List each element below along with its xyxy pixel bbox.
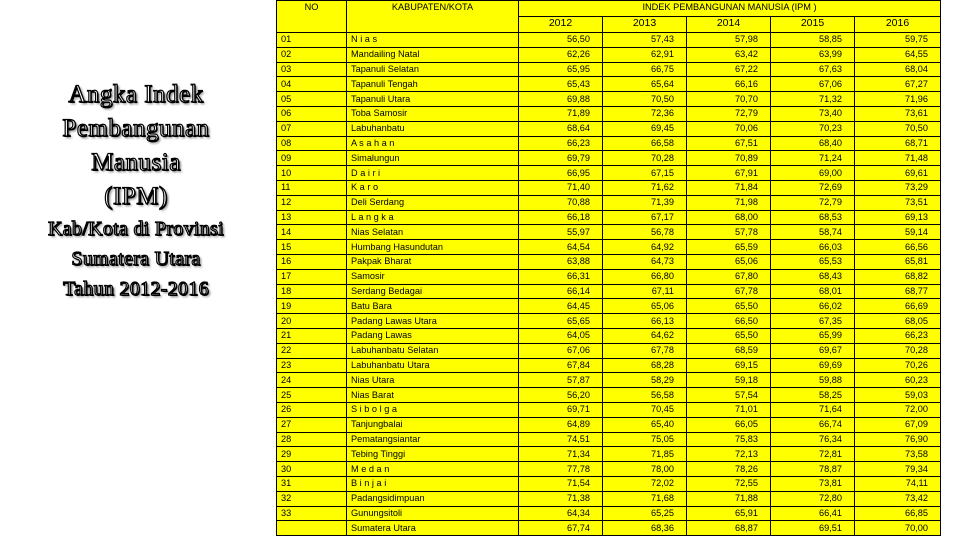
ipm-value: 65,91 [687,506,771,521]
row-number: 03 [277,62,347,77]
ipm-table [276,0,941,536]
row-number: 10 [277,166,347,181]
row-number: 07 [277,121,347,136]
region-name: Mandailing Natal [347,47,519,62]
table-row [277,106,941,121]
table-row [277,180,941,195]
ipm-value: 68,43 [771,269,855,284]
region-name: Tapanuli Tengah [347,77,519,92]
ipm-value: 58,25 [771,388,855,403]
table-row [277,373,941,388]
row-number: 27 [277,417,347,432]
ipm-value: 66,23 [855,328,941,343]
row-number: 11 [277,180,347,195]
ipm-value: 55,97 [519,225,603,240]
ipm-value: 64,89 [519,417,603,432]
row-number: 29 [277,447,347,462]
ipm-value: 63,88 [519,254,603,269]
header-year: 2013 [603,17,687,33]
ipm-value: 57,98 [687,33,771,48]
ipm-value: 69,45 [603,121,687,136]
ipm-value: 65,06 [687,254,771,269]
ipm-value: 70,70 [687,92,771,107]
ipm-value: 71,96 [855,92,941,107]
table-row [277,299,941,314]
row-number: 33 [277,506,347,521]
ipm-value: 68,01 [771,284,855,299]
region-name: Gunungsitoli [347,506,519,521]
row-number: 26 [277,402,347,417]
ipm-value: 65,59 [687,240,771,255]
ipm-value: 71,24 [771,151,855,166]
ipm-value: 59,03 [855,388,941,403]
region-name: Pematangsiantar [347,432,519,447]
ipm-value: 68,77 [855,284,941,299]
header-year: 2012 [519,17,603,33]
ipm-value: 68,05 [855,314,941,329]
ipm-value: 66,05 [687,417,771,432]
ipm-value: 67,80 [687,269,771,284]
title-line-3: Manusia [91,149,181,176]
ipm-value: 69,13 [855,210,941,225]
ipm-value: 66,41 [771,506,855,521]
table-body [277,33,941,536]
row-number: 25 [277,388,347,403]
ipm-value: 69,71 [519,402,603,417]
ipm-value: 70,28 [603,151,687,166]
ipm-value: 65,40 [603,417,687,432]
ipm-value: 69,51 [771,521,855,536]
ipm-value: 67,17 [603,210,687,225]
ipm-value: 71,88 [687,491,771,506]
table-row [277,343,941,358]
ipm-value: 71,01 [687,402,771,417]
title-line-2: Pembangunan [62,115,210,142]
region-name: Padang Lawas [347,328,519,343]
region-name: Labuhanbatu Utara [347,358,519,373]
table-row [277,33,941,48]
ipm-value: 72,13 [687,447,771,462]
ipm-value: 64,92 [603,240,687,255]
ipm-value: 73,29 [855,180,941,195]
region-name: A s a h a n [347,136,519,151]
ipm-value: 69,15 [687,358,771,373]
ipm-value: 59,18 [687,373,771,388]
ipm-value: 73,40 [771,106,855,121]
row-number: 31 [277,476,347,491]
ipm-value: 71,98 [687,195,771,210]
ipm-value: 67,06 [771,77,855,92]
ipm-value: 67,22 [687,62,771,77]
row-number: 02 [277,47,347,62]
ipm-value: 77,78 [519,462,603,477]
region-name: Humbang Hasundutan [347,240,519,255]
ipm-value: 66,85 [855,506,941,521]
region-name: Tapanuli Utara [347,92,519,107]
region-name: Padangsidimpuan [347,491,519,506]
title-line-1: Angka Indek [68,81,204,108]
ipm-value: 74,51 [519,432,603,447]
ipm-value: 65,81 [855,254,941,269]
ipm-value: 72,55 [687,476,771,491]
ipm-value: 68,53 [771,210,855,225]
ipm-value: 70,88 [519,195,603,210]
table-row [277,62,941,77]
ipm-value: 71,68 [603,491,687,506]
region-name: B i n j a i [347,476,519,491]
ipm-value: 60,23 [855,373,941,388]
row-number: 20 [277,314,347,329]
ipm-value: 70,50 [603,92,687,107]
ipm-value: 68,04 [855,62,941,77]
region-name: Deli Serdang [347,195,519,210]
table-row [277,314,941,329]
ipm-value: 57,43 [603,33,687,48]
ipm-value: 71,85 [603,447,687,462]
region-name: Batu Bara [347,299,519,314]
ipm-value: 78,00 [603,462,687,477]
ipm-value: 66,75 [603,62,687,77]
region-name: Serdang Bedagai [347,284,519,299]
header-year: 2014 [687,17,771,33]
ipm-value: 59,88 [771,373,855,388]
table-row [277,195,941,210]
row-number: 16 [277,254,347,269]
ipm-value: 72,79 [771,195,855,210]
row-number: 32 [277,491,347,506]
ipm-value: 71,54 [519,476,603,491]
ipm-value: 73,81 [771,476,855,491]
ipm-value: 67,78 [687,284,771,299]
ipm-value: 71,34 [519,447,603,462]
ipm-value: 66,58 [603,136,687,151]
ipm-value: 73,61 [855,106,941,121]
ipm-value: 57,78 [687,225,771,240]
header-year: 2016 [855,17,941,33]
ipm-value: 72,69 [771,180,855,195]
ipm-value: 66,50 [687,314,771,329]
region-name: Labuhanbatu [347,121,519,136]
header-no: NO [277,1,347,33]
table-row [277,136,941,151]
ipm-value: 66,18 [519,210,603,225]
ipm-value: 71,89 [519,106,603,121]
ipm-value: 64,05 [519,328,603,343]
ipm-value: 72,81 [771,447,855,462]
header-year: 2015 [771,17,855,33]
ipm-value: 75,05 [603,432,687,447]
region-name: L a n g k a [347,210,519,225]
table-row [277,432,941,447]
ipm-value: 70,06 [687,121,771,136]
ipm-value: 67,51 [687,136,771,151]
table-row [277,521,941,536]
region-name: Tebing Tinggi [347,447,519,462]
ipm-value: 57,87 [519,373,603,388]
ipm-value: 59,75 [855,33,941,48]
ipm-value: 70,50 [855,121,941,136]
ipm-value: 56,78 [603,225,687,240]
ipm-value: 71,84 [687,180,771,195]
ipm-value: 58,29 [603,373,687,388]
ipm-value: 69,67 [771,343,855,358]
table-row [277,47,941,62]
ipm-value: 73,51 [855,195,941,210]
side-title [10,78,262,304]
ipm-value: 66,14 [519,284,603,299]
row-number: 23 [277,358,347,373]
ipm-value: 78,26 [687,462,771,477]
ipm-value: 70,26 [855,358,941,373]
ipm-value: 66,74 [771,417,855,432]
region-name: Simalungun [347,151,519,166]
ipm-value: 69,88 [519,92,603,107]
region-name: Labuhanbatu Selatan [347,343,519,358]
ipm-value: 67,63 [771,62,855,77]
region-name: S i b o l g a [347,402,519,417]
ipm-value: 67,15 [603,166,687,181]
ipm-value: 76,34 [771,432,855,447]
region-name: N i a s [347,33,519,48]
ipm-value: 70,28 [855,343,941,358]
ipm-value: 71,39 [603,195,687,210]
ipm-value: 63,42 [687,47,771,62]
row-number: 22 [277,343,347,358]
ipm-value: 59,14 [855,225,941,240]
ipm-value: 67,09 [855,417,941,432]
ipm-value: 64,55 [855,47,941,62]
ipm-value: 56,50 [519,33,603,48]
ipm-value: 75,83 [687,432,771,447]
ipm-value: 67,35 [771,314,855,329]
region-name: Nias Selatan [347,225,519,240]
title-line-5: Kab/Kota di Provinsi [48,218,224,240]
ipm-value: 65,43 [519,77,603,92]
ipm-value: 65,25 [603,506,687,521]
row-number: 28 [277,432,347,447]
ipm-value: 68,00 [687,210,771,225]
ipm-value: 65,50 [687,328,771,343]
ipm-value: 71,40 [519,180,603,195]
row-number: 24 [277,373,347,388]
ipm-value: 71,48 [855,151,941,166]
table-row [277,151,941,166]
ipm-value: 66,95 [519,166,603,181]
header-kabupaten-kota: KABUPATEN/KOTA [347,1,519,33]
ipm-value: 72,36 [603,106,687,121]
ipm-value: 68,59 [687,343,771,358]
ipm-value: 79,34 [855,462,941,477]
ipm-value: 68,64 [519,121,603,136]
table-row [277,417,941,432]
ipm-value: 57,54 [687,388,771,403]
ipm-value: 68,87 [687,521,771,536]
ipm-value: 70,00 [855,521,941,536]
table-row [277,284,941,299]
ipm-value: 72,79 [687,106,771,121]
region-name: Samosir [347,269,519,284]
ipm-value: 66,69 [855,299,941,314]
ipm-value: 72,80 [771,491,855,506]
ipm-value: 66,03 [771,240,855,255]
ipm-value: 67,78 [603,343,687,358]
ipm-value: 70,89 [687,151,771,166]
ipm-value: 64,73 [603,254,687,269]
ipm-value: 68,40 [771,136,855,151]
ipm-value: 69,61 [855,166,941,181]
table-row [277,225,941,240]
ipm-value: 69,79 [519,151,603,166]
row-number: 21 [277,328,347,343]
ipm-value: 66,16 [687,77,771,92]
table-row [277,447,941,462]
ipm-value: 74,11 [855,476,941,491]
region-name: M e d a n [347,462,519,477]
ipm-value: 66,31 [519,269,603,284]
table-row [277,402,941,417]
row-number: 01 [277,33,347,48]
ipm-value: 72,00 [855,402,941,417]
region-name: Tapanuli Selatan [347,62,519,77]
table-row [277,254,941,269]
ipm-value: 65,64 [603,77,687,92]
table-row [277,121,941,136]
row-number: 19 [277,299,347,314]
ipm-value: 71,32 [771,92,855,107]
ipm-value: 66,02 [771,299,855,314]
table-row [277,210,941,225]
table-row [277,388,941,403]
region-name: Nias Utara [347,373,519,388]
region-name: Nias Barat [347,388,519,403]
ipm-value: 76,90 [855,432,941,447]
ipm-value: 63,99 [771,47,855,62]
ipm-value: 78,87 [771,462,855,477]
row-number: 30 [277,462,347,477]
row-number: 06 [277,106,347,121]
table-row [277,77,941,92]
ipm-value: 65,95 [519,62,603,77]
row-number: 05 [277,92,347,107]
ipm-value: 67,06 [519,343,603,358]
ipm-value: 65,06 [603,299,687,314]
row-number: 17 [277,269,347,284]
region-name: Pakpak Bharat [347,254,519,269]
ipm-value: 64,54 [519,240,603,255]
row-number: 13 [277,210,347,225]
ipm-value: 68,28 [603,358,687,373]
ipm-value: 66,80 [603,269,687,284]
ipm-value: 68,82 [855,269,941,284]
ipm-value: 69,00 [771,166,855,181]
row-number: 09 [277,151,347,166]
ipm-value: 65,50 [687,299,771,314]
table-row [277,491,941,506]
title-line-6: Sumatera Utara [71,248,201,270]
table-row [277,358,941,373]
ipm-value: 67,84 [519,358,603,373]
ipm-value: 65,53 [771,254,855,269]
region-name: Sumatera Utara [347,521,519,536]
ipm-value: 66,56 [855,240,941,255]
ipm-value: 67,74 [519,521,603,536]
ipm-value: 64,45 [519,299,603,314]
ipm-value: 70,45 [603,402,687,417]
region-name: K a r o [347,180,519,195]
ipm-value: 71,64 [771,402,855,417]
ipm-value: 70,23 [771,121,855,136]
ipm-value: 64,62 [603,328,687,343]
header-ipm: INDEK PEMBANGUNAN MANUSIA (IPM ) [519,1,941,17]
row-number: 14 [277,225,347,240]
ipm-value: 66,13 [603,314,687,329]
ipm-value: 69,69 [771,358,855,373]
ipm-value: 68,71 [855,136,941,151]
ipm-value: 65,65 [519,314,603,329]
ipm-value: 67,27 [855,77,941,92]
row-number [277,521,347,536]
ipm-value: 73,58 [855,447,941,462]
ipm-value: 56,58 [603,388,687,403]
table-row [277,506,941,521]
ipm-value: 66,23 [519,136,603,151]
ipm-value: 67,91 [687,166,771,181]
ipm-value: 73,42 [855,491,941,506]
region-name: Toba Samosir [347,106,519,121]
region-name: D a i r i [347,166,519,181]
ipm-value: 71,62 [603,180,687,195]
title-line-7: Tahun 2012-2016 [63,278,209,300]
ipm-value: 56,20 [519,388,603,403]
table-row [277,269,941,284]
table-row [277,476,941,491]
row-number: 04 [277,77,347,92]
table-row [277,92,941,107]
table-row [277,328,941,343]
ipm-value: 58,85 [771,33,855,48]
ipm-value: 58,74 [771,225,855,240]
region-name: Padang Lawas Utara [347,314,519,329]
row-number: 12 [277,195,347,210]
ipm-value: 72,02 [603,476,687,491]
region-name: Tanjungbalai [347,417,519,432]
ipm-value: 64,34 [519,506,603,521]
ipm-value: 62,26 [519,47,603,62]
table-row [277,166,941,181]
table-row [277,462,941,477]
row-number: 08 [277,136,347,151]
ipm-value: 62,91 [603,47,687,62]
ipm-value: 71,38 [519,491,603,506]
ipm-value: 65,99 [771,328,855,343]
row-number: 18 [277,284,347,299]
ipm-value: 67,11 [603,284,687,299]
table-row [277,240,941,255]
row-number: 15 [277,240,347,255]
ipm-value: 68,36 [603,521,687,536]
title-line-4: (IPM) [104,183,168,210]
